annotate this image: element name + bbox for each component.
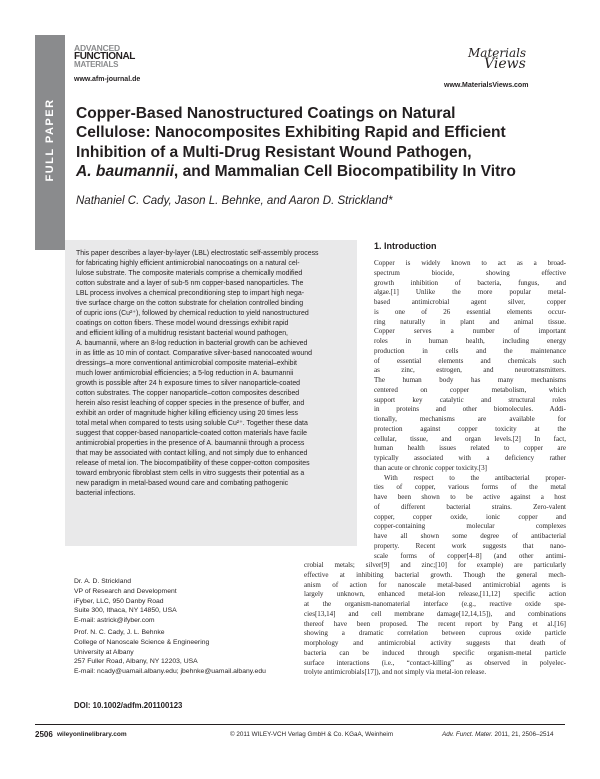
title-species: A. baumannii — [76, 163, 174, 181]
affiliation-line: Dr. A. D. Strickland — [74, 578, 132, 585]
abstract-line: new paradigm in metal-based wound care and combating pathogenic — [76, 480, 289, 487]
abstract-line: herein also resist leaching of copper species in the presence of buffer, and — [76, 400, 305, 407]
footer-site: wileyonlinelibrary.com — [57, 731, 127, 738]
abstract-line: cotton substrate and a layer of sub-5 nm copper-based nanoparticles. The — [76, 280, 304, 287]
abstract-line: cotton substrates. The copper nanoparticle–cotton composites described — [76, 390, 300, 397]
intro-line: in proteins and other biomolecules. Addi- — [374, 405, 566, 414]
intro-line: morphology and antimicrobial activity suggests that death of — [304, 639, 566, 647]
abstract-line: dressings–a more conventional antimicrobial composite material–exhibit — [76, 360, 297, 367]
affiliation-line: E-mail: ncady@uamail.albany.edu; jbehnke@uamail.albany.edu — [74, 668, 266, 676]
author-list: Nathaniel C. Cady, Jason L. Behnke, and Aaron D. Strickland* — [76, 195, 393, 207]
intro-line: at the organism-nanomaterial interface (e.g., reactive oxide spe- — [304, 600, 566, 608]
introduction-heading: 1. Introduction — [374, 241, 437, 251]
abstract-text — [76, 249, 347, 499]
abstract-line: growth is possible after 24 h exposure times to silver nanoparticle-coated — [76, 380, 301, 387]
abstract-line: that may be associated with contact killing, and not simply due to enhanced — [76, 450, 308, 457]
intro-line: copper, copper oxide, ionic copper and — [374, 512, 566, 521]
intro-line: cellular, tissue, and organ levels.[2] In fact, — [374, 434, 566, 443]
intro-line: human health issues related to copper are — [374, 444, 566, 453]
intro-line: largely unknown, enhanced metal-ion release,[11,12] specific action — [304, 590, 566, 599]
copyright: © 2011 WILEY-VCH Verlag GmbH & Co. KGaA, Weinheim — [230, 731, 394, 738]
citation-journal: Adv. Funct. Mater. — [442, 731, 493, 738]
intro-line: ring naturally in plant and animal tissue. — [374, 317, 566, 326]
intro-line: The human body has many mechanisms — [374, 376, 566, 384]
intro-line: production in cells and the maintenance — [374, 346, 566, 355]
intro-line: of different bacterial strains. Zero-valent — [374, 502, 566, 511]
abstract-line: total metal when compared to tests using soluble Cu²⁺. Together these data — [76, 420, 308, 427]
intro-line: copper-containing molecular complexes — [374, 522, 566, 531]
journal-logo-line1: ADVANCED — [74, 43, 120, 53]
title-line-2: Cellulose: Nanocomposites Exhibiting Rapid and Efficient — [76, 124, 506, 142]
abstract-line: toward embryonic fibroblast stem cells in vitro suggests their potential as a — [76, 470, 305, 477]
intro-line: effective at inhibiting bacterial growth. Though the general mech- — [304, 570, 566, 579]
article-title — [76, 104, 546, 182]
affiliation-line: Prof. N. C. Cady, J. L. Behnke — [74, 628, 165, 636]
intro-line: support key catalytic and structural roles — [374, 395, 566, 404]
intro-line: have been shown to be active against a host — [374, 493, 566, 501]
intro-line: based antimicrobial agent silver, copper — [374, 298, 566, 306]
affiliation-line: VP of Research and Development — [74, 587, 177, 595]
publisher-logo-line2: Views — [484, 56, 526, 72]
journal-url: www.afm-journal.de — [74, 76, 141, 83]
author-affiliations — [74, 577, 266, 677]
footer-rule — [35, 724, 565, 725]
abstract-box — [65, 240, 357, 546]
intro-line: showing a dramatic correlation between cuprous oxide particle — [304, 629, 566, 638]
abstract-line: A. baumannii, where an 8-log reduction in bacterial growth can be achieved — [76, 340, 308, 347]
intro-line: of essential elements and chemicals such — [374, 356, 566, 365]
intro-line: bacteria can be induced through specific organism-metal particle — [304, 648, 566, 657]
intro-line: Copper is widely known to act as a broad- — [374, 259, 566, 267]
title-line-4-rest: , and Mammalian Cell Biocompatibility In Vitro — [173, 163, 516, 181]
title-line-4 — [76, 162, 546, 181]
introduction-column-1 — [374, 259, 566, 561]
abstract-line: for fabricating highly efficient antimicrobial nanocoatings on a natural cel- — [76, 260, 300, 267]
intro-line: property. Recent work suggests that nano- — [374, 541, 566, 550]
journal-logo — [74, 45, 135, 68]
abstract-line: antimicrobial properties in the presence of A. baumannii through a process — [76, 440, 305, 447]
affiliation-line: College of Nanoscale Science & Engineering — [74, 638, 210, 646]
intro-line: tionally, mechanisms are available for — [374, 415, 566, 423]
abstract-line: lulose substrate. The composite materials comprise a chemically modified — [76, 270, 303, 277]
publisher-logo — [468, 48, 526, 70]
intro-line: surface interactions (i.e., “contact-killing” as observed in polyelec- — [304, 658, 566, 667]
intro-line: is one of 26 essential elements occur- — [374, 307, 566, 316]
intro-line: typically associated with a deficiency rather — [374, 454, 566, 462]
intro-line: cies[13,14] and cell membrane damage[12,14,15]), and combinations — [304, 609, 566, 618]
intro-line: growth inhibition of bacteria, fungus, and — [374, 278, 566, 287]
abstract-line: in as little as 10 min of contact. Comparative silver-based nanocoated wound — [76, 350, 313, 357]
abstract-line: and efficient killing of a multidrug resistant bacterial wound pathogen, — [76, 330, 288, 337]
intro-line: With respect to the antibacterial proper- — [384, 473, 566, 482]
affiliation-line: Suite 300, Ithaca, NY 14850, USA — [74, 607, 177, 615]
intro-line: ties of copper, various forms of the metal — [374, 483, 566, 492]
abstract-line: LBL process involves a chemical preconditioning step to impart high nega- — [76, 290, 305, 297]
intro-line: have all shown some degree of antibacterial — [374, 532, 566, 540]
intro-line: thereof have been proposed. The recent report by Pang et al.[16] — [304, 619, 566, 628]
intro-line: algae.[1] Unlike the more popular metal- — [374, 288, 566, 297]
publisher-logo-line1: Materials — [468, 46, 527, 60]
abstract-line: of cupric ions (Cu²⁺), followed by chemical reduction to yield nanostructured — [76, 310, 309, 317]
intro-line: spectrum biocide, showing effective — [374, 268, 566, 277]
intro-line: as zinc, estrogen, and neurotransmitters. — [374, 366, 566, 375]
introduction-column-2 — [304, 561, 566, 678]
abstract-line: release of metal ion. The biocompatibility of these copper-cotton composites — [76, 460, 310, 467]
abstract-line: tive surface charge on the cotton substrate for chelation controlled binding — [76, 300, 304, 307]
journal-logo-line2: FUNCTIONAL — [74, 51, 135, 62]
title-line-3: Inhibition of a Multi-Drug Resistant Wound Pathogen, — [76, 143, 472, 161]
affiliation-line: iFyber, LLC, 950 Danby Road — [74, 597, 164, 605]
doi: DOI: 10.1002/adfm.201100123 — [74, 701, 183, 710]
intro-line: roles in human health, including energy — [374, 337, 566, 345]
affiliation-line: 257 Fuller Road, Albany, NY 12203, USA — [74, 658, 198, 666]
citation-details: 2011, 21, 2506–2514 — [494, 731, 554, 738]
intro-line: trolyte antimicrobials[17]), and not simply via metal-ion release. — [304, 668, 487, 677]
abstract-line: This paper describes a layer-by-layer (LBL) electrostatic self-assembly process — [76, 250, 319, 257]
intro-line: scale forms of copper[4–8] (and other antimi- — [374, 551, 566, 560]
full-paper-label: FULL PAPER — [44, 98, 56, 182]
title-line-1: Copper-Based Nanostructured Coatings on Natural — [76, 105, 456, 122]
intro-line: Copper serves a number of important — [374, 327, 566, 336]
abstract-line: bacterial infections. — [76, 490, 136, 497]
publisher-url: www.MaterialsViews.com — [444, 82, 529, 89]
intro-line: than acute or chronic copper toxicity.[3] — [374, 463, 488, 472]
page-number: 2506 — [35, 730, 53, 739]
affiliation-line: University at Albany — [74, 648, 134, 656]
abstract-line: coatings on cotton fibers. These model wound dressings exhibit rapid — [76, 320, 289, 327]
citation — [442, 731, 554, 738]
abstract-line: much lower antimicrobial efficiencies; a 5-log reduction in A. baumannii — [76, 370, 294, 377]
journal-logo-line3: MATERIALS — [74, 60, 119, 69]
intro-line: protection against copper toxicity at the — [374, 424, 566, 433]
intro-line: centered on copper metabolism, which — [374, 385, 566, 394]
abstract-line: exhibit an order of magnitude higher killing efficiency using 20 times less — [76, 410, 298, 417]
abstract-line: suggest that copper-based nanoparticle-coated cotton materials have facile — [76, 430, 308, 437]
affiliation-line: E-mail: astrick@ifyber.com — [74, 617, 155, 625]
intro-line: crobial metals; silver[9] and zinc;[10] for example) are particularly — [304, 561, 566, 569]
intro-line: anism of action for nanoscale metal-based antimicrobial agents is — [304, 580, 566, 589]
